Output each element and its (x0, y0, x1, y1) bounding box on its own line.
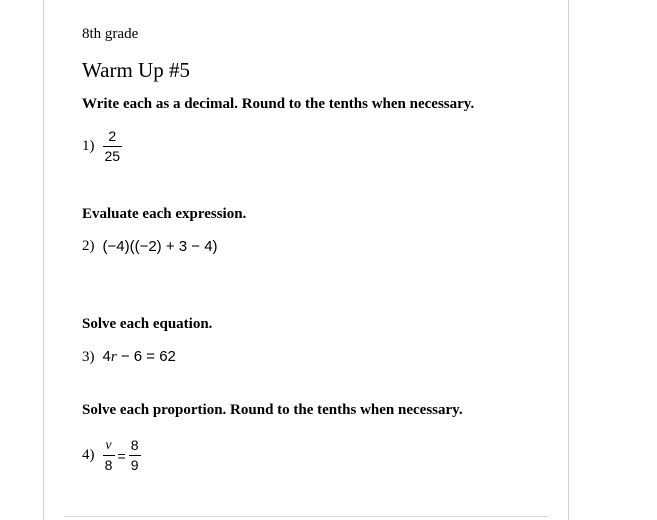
grade-label: 8th grade (82, 26, 139, 42)
fraction-numerator: 2 (108, 128, 117, 144)
equals-sign: = (117, 447, 126, 464)
problem-number: 2) (82, 238, 95, 254)
problem-2 (82, 238, 218, 255)
fraction (103, 128, 123, 165)
problem-1 (82, 128, 122, 165)
fraction-bar (103, 146, 123, 147)
instruction-decimal: Write each as a decimal. Round to the tenths when necessary. (82, 96, 475, 112)
equation-coefficient: 4 (102, 348, 111, 365)
instruction-equation: Solve each equation. (82, 316, 213, 332)
problem-number: 3) (82, 348, 95, 365)
problem-number: 4) (82, 447, 95, 463)
fraction-left (103, 437, 115, 474)
instruction-proportion: Solve each proportion. Round to the tenths when necessary. (82, 402, 463, 418)
equation-variable: r (110, 349, 117, 365)
problem-3 (82, 348, 176, 366)
fraction-numerator: 8 (130, 437, 139, 453)
fraction-bar (129, 455, 141, 456)
equation (103, 348, 176, 366)
worksheet-title: Warm Up #5 (82, 58, 190, 82)
fraction-denominator: 25 (104, 148, 121, 164)
equation-rest: − 6 = 62 (116, 348, 176, 365)
worksheet-page (43, 0, 569, 520)
page-divider (64, 516, 548, 517)
instruction-evaluate: Evaluate each expression. (82, 206, 247, 222)
fraction-denominator: 8 (104, 457, 113, 473)
fraction-bar (103, 455, 115, 456)
expression: (−4)((−2) + 3 − 4) (102, 238, 218, 255)
problem-4 (82, 437, 141, 474)
fraction-right (129, 437, 141, 474)
fraction-denominator: 9 (130, 457, 139, 473)
problem-number: 1) (82, 138, 95, 154)
fraction-numerator: v (105, 438, 112, 453)
